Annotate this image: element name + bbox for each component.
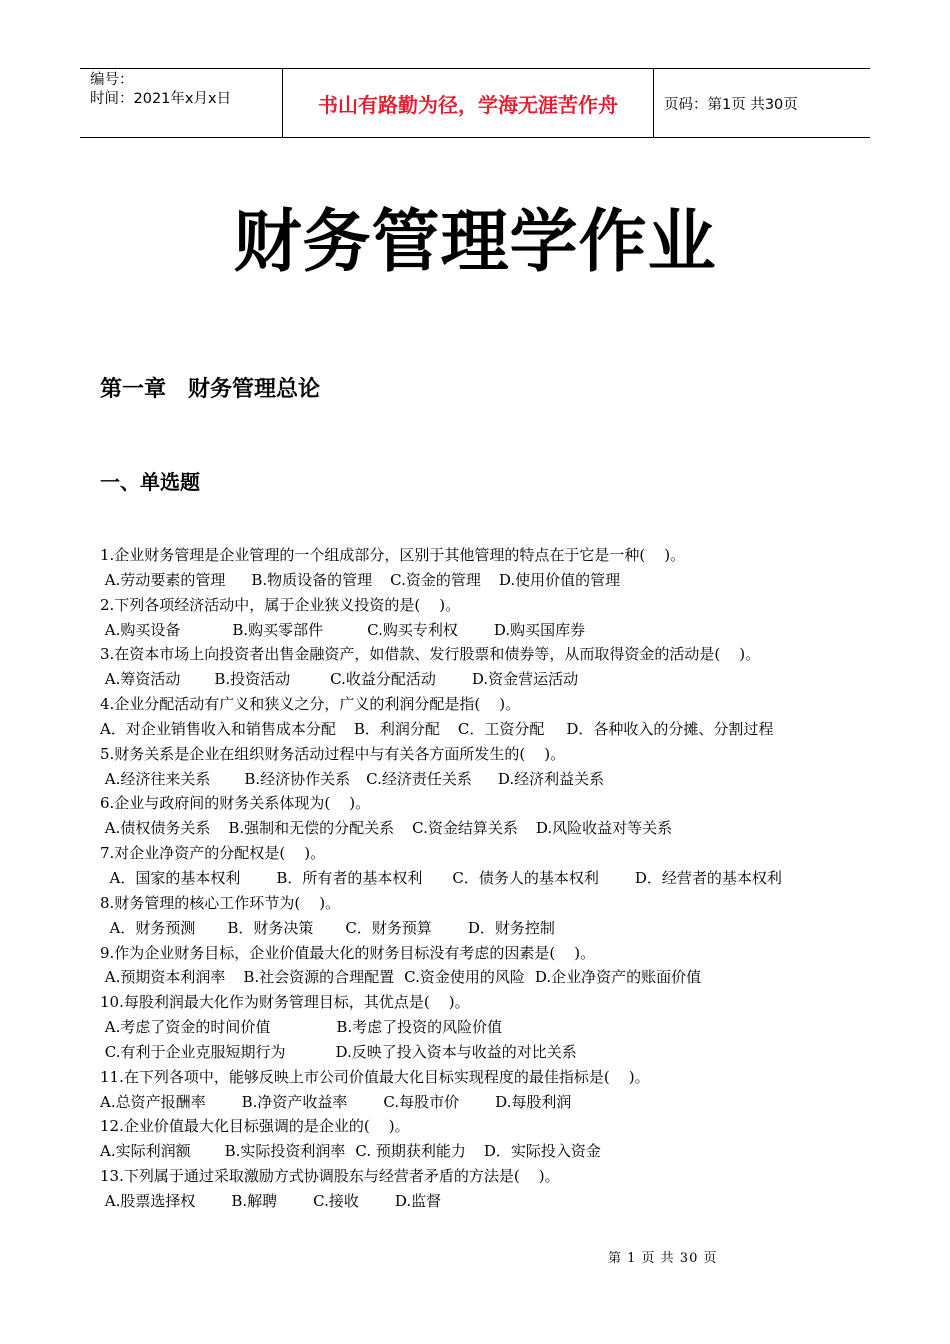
option-item: D.使用价值的管理 bbox=[498, 570, 621, 589]
option-item: D．经营者的基本权利 bbox=[634, 868, 782, 887]
option-item: A.筹资活动 bbox=[100, 670, 181, 689]
question-text: 5.财务关系是企业在组织财务活动过程中与有关各方面所发生的( )。 bbox=[100, 744, 566, 763]
option-item: B.解聘 bbox=[231, 1191, 278, 1210]
options-row bbox=[100, 717, 870, 742]
question-text: 12.企业价值最大化目标强调的是企业的( )。 bbox=[100, 1117, 410, 1136]
option-item: D.每股利润 bbox=[495, 1092, 572, 1111]
options-row bbox=[100, 618, 870, 643]
option-item: C.资金使用的风险 bbox=[404, 968, 525, 987]
option-item: C.有利于企业克服短期行为 bbox=[100, 1042, 286, 1061]
options-row bbox=[100, 667, 870, 692]
option-item: D．实际投入资金 bbox=[483, 1142, 601, 1161]
option-item: A.实际利润额 bbox=[100, 1142, 191, 1161]
option-item: C.每股市价 bbox=[383, 1092, 460, 1111]
options-row bbox=[100, 767, 870, 792]
options-row bbox=[100, 1090, 870, 1115]
options-row bbox=[100, 1139, 870, 1164]
option-item: D.反映了投入资本与收益的对比关系 bbox=[335, 1042, 577, 1061]
chapter-heading: 第一章 财务管理总论 bbox=[100, 377, 321, 402]
option-item: B.经济协作关系 bbox=[244, 769, 351, 788]
option-item: D.企业净资产的账面价值 bbox=[534, 968, 702, 987]
options-row bbox=[100, 568, 870, 593]
question-text: 1.企业财务管理是企业管理的一个组成部分，区别于其他管理的特点在于它是一种( )。 bbox=[100, 546, 686, 564]
option-item: C．债务人的基本权利 bbox=[452, 868, 599, 887]
document-title: 财务管理学作业 bbox=[233, 203, 717, 282]
option-item: A.劳动要素的管理 bbox=[100, 570, 226, 589]
option-item: B.投资活动 bbox=[214, 670, 291, 689]
option-item: A.股票选择权 bbox=[100, 1191, 196, 1210]
question-text: 3.在资本市场上向投资者出售金融资产，如借款、发行股票和债券等，从而取得资金的活动是( )。 bbox=[100, 645, 761, 664]
option-item: B.购买零部件 bbox=[232, 620, 324, 639]
question-text: 8.财务管理的核心工作环节为( )。 bbox=[100, 893, 341, 912]
header-meta bbox=[80, 69, 282, 137]
option-item: D.资金营运活动 bbox=[471, 670, 579, 689]
header-time-label: 时间：2021年x月x日 bbox=[90, 91, 232, 107]
option-item: B.实际投资利润率 bbox=[224, 1142, 346, 1161]
question-list bbox=[100, 543, 870, 1214]
page-header bbox=[80, 68, 870, 138]
option-item: B.强制和无偿的分配关系 bbox=[228, 819, 395, 838]
option-item: A.考虑了资金的时间价值 bbox=[100, 1018, 271, 1037]
option-item: A.购买设备 bbox=[100, 620, 181, 639]
option-item: B．利润分配 bbox=[353, 719, 440, 738]
option-item: C. 预期获利能力 bbox=[355, 1142, 466, 1161]
option-item: A.总资产报酬率 bbox=[100, 1092, 206, 1111]
options-row bbox=[100, 866, 870, 891]
option-item: A．财务预测 bbox=[100, 918, 196, 937]
question-text: 10.每股利润最大化作为财务管理目标，其优点是( )。 bbox=[100, 993, 470, 1012]
option-item: C.资金的管理 bbox=[390, 570, 481, 589]
question-text: 2.下列各项经济活动中，属于企业狭义投资的是( )。 bbox=[100, 595, 461, 614]
question-text: 11.在下列各项中，能够反映上市公司价值最大化目标实现程度的最佳指标是( )。 bbox=[100, 1067, 650, 1086]
option-item: D.购买国库券 bbox=[493, 620, 586, 639]
question-text: 4.企业分配活动有广义和狭义之分，广义的利润分配是指( )。 bbox=[100, 695, 521, 714]
header-number-label: 编号： bbox=[90, 72, 134, 88]
option-item: C.购买专利权 bbox=[367, 620, 458, 639]
option-item: B．财务决策 bbox=[227, 918, 314, 937]
option-item: D．各种收入的分摊、分割过程 bbox=[566, 719, 774, 738]
header-motto: 书山有路勤为径，学海无涯苦作舟 bbox=[282, 69, 654, 137]
option-item: C．工资分配 bbox=[457, 719, 545, 738]
option-item: C.收益分配活动 bbox=[330, 670, 436, 689]
option-item: C．财务预算 bbox=[345, 918, 432, 937]
option-item: D.监督 bbox=[394, 1191, 442, 1210]
page-footer: 第 1 页 共 30 页 bbox=[608, 1251, 718, 1266]
section-heading: 一、单选题 bbox=[100, 470, 200, 494]
options-row bbox=[100, 1189, 870, 1214]
option-item: B.社会资源的合理配置 bbox=[243, 968, 395, 987]
option-item: D．财务控制 bbox=[467, 918, 555, 937]
option-item: B.物质设备的管理 bbox=[251, 570, 373, 589]
option-item: B.考虑了投资的风险价值 bbox=[336, 1018, 503, 1037]
option-item: A．国家的基本权利 bbox=[100, 868, 241, 887]
option-item: C.经济责任关系 bbox=[366, 769, 472, 788]
option-item: A.经济往来关系 bbox=[100, 769, 211, 788]
options-row bbox=[100, 916, 870, 941]
option-item: A．对企业销售收入和销售成本分配 bbox=[100, 719, 336, 738]
option-item: A.预期资本利润率 bbox=[100, 968, 226, 987]
header-page-info: 页码：第1页 共30页 bbox=[664, 96, 798, 113]
options-row bbox=[100, 816, 870, 841]
option-item: A.债权债务关系 bbox=[100, 819, 211, 838]
option-item: C.资金结算关系 bbox=[412, 819, 518, 838]
option-item: D.风险收益对等关系 bbox=[535, 819, 673, 838]
question-text: 7.对企业净资产的分配权是( )。 bbox=[100, 844, 326, 863]
option-item: D.经济利益关系 bbox=[497, 769, 605, 788]
options-row bbox=[100, 1015, 870, 1040]
question-text: 9.作为企业财务目标，企业价值最大化的财务目标没有考虑的因素是( )。 bbox=[100, 943, 596, 962]
options-row bbox=[100, 965, 870, 990]
question-text: 13.下列属于通过采取激励方式协调股东与经营者矛盾的方法是( )。 bbox=[100, 1167, 560, 1186]
options-row bbox=[100, 1040, 870, 1065]
option-item: C.接收 bbox=[313, 1191, 359, 1210]
question-text: 6.企业与政府间的财务关系体现为( )。 bbox=[100, 794, 371, 813]
option-item: B．所有者的基本权利 bbox=[276, 868, 423, 887]
option-item: B.净资产收益率 bbox=[241, 1092, 348, 1111]
